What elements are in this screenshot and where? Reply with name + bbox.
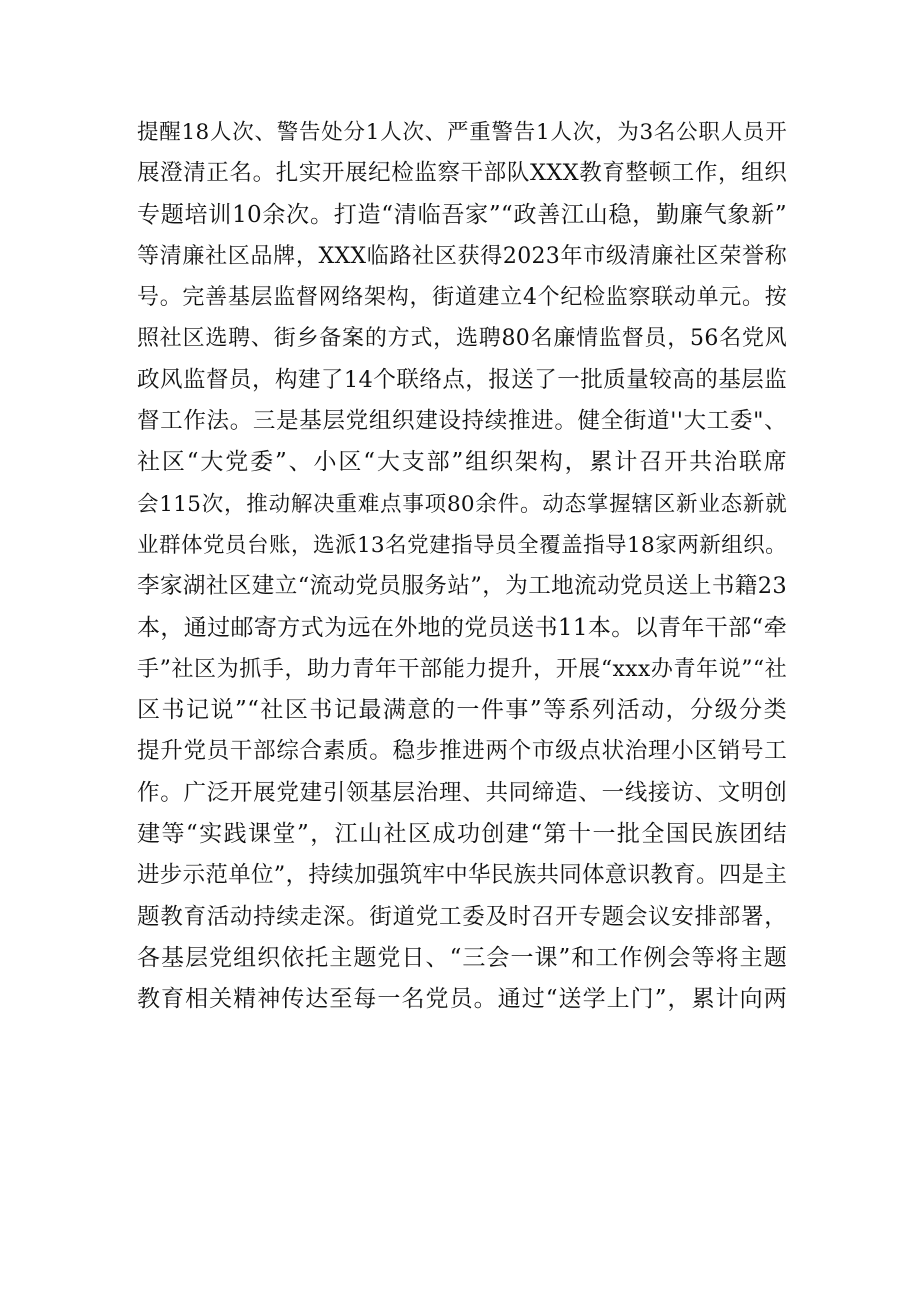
text-line: 题教育活动持续走深。街道党工委及时召开专题会议安排部署， [137, 903, 787, 930]
text-line: 建等“实践课堂”，江山社区成功创建“第十一批全国民族团结 [137, 821, 787, 848]
text-line: 社区“大党委”、小区“大支部”组织架构，累计召开共治联席 [137, 449, 787, 476]
text-line: 等清廉社区品牌，XXX临路社区获得2023年市级清廉社区荣誉称 [137, 243, 787, 269]
text-line: 各基层党组织依托主题党日、“三会一课”和工作例会等将主题 [137, 944, 787, 971]
text-line: 照社区选聘、街乡备案的方式，选聘80名廉情监督员，56名党风 [137, 326, 787, 352]
text-line: 号。完善基层监督网络架构，街道建立4个纪检监察联动单元。按 [137, 285, 787, 311]
text-line: 教育相关精神传达至每一名党员。通过“送学上门”，累计向两 [137, 986, 787, 1013]
text-line: 李家湖社区建立“流动党员服务站”，为工地流动党员送上书籍23 [137, 573, 787, 600]
body-text [137, 112, 787, 1021]
text-line: 手”社区为抓手，助力青年干部能力提升，开展“xxx办青年说”“社 [137, 656, 787, 682]
text-line: 进步示范单位”，持续加强筑牢中华民族共同体意识教育。四是主 [137, 862, 788, 889]
text-line: 本，通过邮寄方式为远在外地的党员送书11本。以青年干部“牵 [137, 614, 787, 641]
text-line: 展澄清正名。扎实开展纪检监察干部队XXX教育整顿工作，组织 [137, 160, 787, 187]
text-line: 区书记说”“社区书记最满意的一件事”等系列活动，分级分类 [137, 697, 787, 724]
text-line: 专题培训10余次。打造“清临吾家”“政善江山稳，勤廉气象新” [137, 201, 787, 228]
text-line: 业群体党员台账，选派13名党建指导员全覆盖指导18家两新组织。 [137, 532, 787, 558]
text-line: 提升党员干部综合素质。稳步推进两个市级点状治理小区销号工 [137, 738, 787, 765]
text-line: 会115次，推动解决重难点事项80余件。动态掌握辖区新业态新就 [137, 491, 787, 517]
text-line: 提醒18人次、警告处分1人次、严重警告1人次，为3名公职人员开 [137, 120, 787, 145]
text-line: 督工作法。三是基层党组织建设持续推进。健全街道''大工委"、 [137, 408, 787, 435]
text-line: 政风监督员，构建了14个联络点，报送了一批质量较高的基层监 [137, 366, 787, 393]
text-line: 作。广泛开展党建引领基层治理、共同缔造、一线接访、文明创 [137, 779, 787, 806]
